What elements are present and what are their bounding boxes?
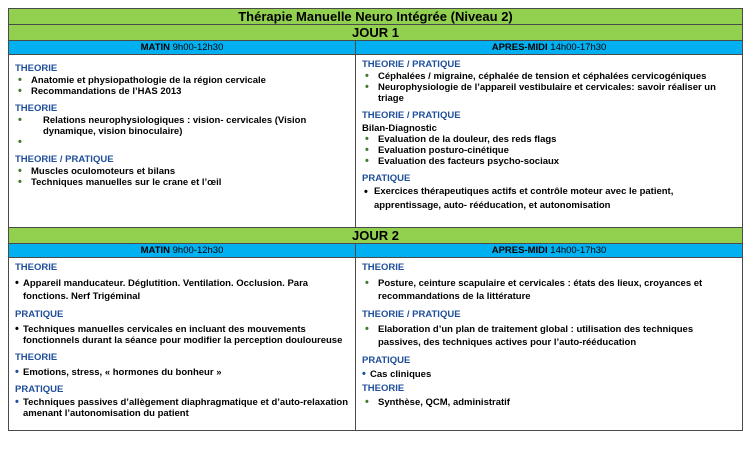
- section-heading: THEORIE / PRATIQUE: [362, 110, 461, 121]
- program-table: [8, 8, 743, 431]
- list-item: • Posture, ceinture scapulaire et cervicales : états des lieux, croyances et recommandations de la littérature: [362, 277, 736, 303]
- list-item: • Muscles oculomoteurs et bilans: [15, 166, 349, 177]
- day1-morning-slot: [9, 41, 356, 55]
- sub-heading: Bilan-Diagnostic: [362, 123, 437, 134]
- slot-label: APRES-MIDI: [491, 245, 548, 256]
- section-heading: THEORIE / PRATIQUE: [362, 309, 461, 320]
- list-item: • Elaboration d’un plan de traitement global : utilisation des techniques passives, des techniques actives pour l’auto-rééducation: [362, 323, 736, 349]
- list-item: • Neurophysiologie de l’appareil vestibulaire et cervicales: savoir réaliser un triage: [362, 82, 736, 104]
- section-heading: THEORIE: [362, 383, 405, 394]
- section-heading: THEORIE / PRATIQUE: [362, 59, 461, 70]
- section-heading: THEORIE: [15, 63, 58, 74]
- bullet-list: [15, 115, 349, 148]
- list-item: • Techniques passives d’allègement diaphragmatique et d’auto-relaxation amenant l’autonomisation du patient: [15, 396, 349, 419]
- table-title: Thérapie Manuelle Neuro Intégrée (Niveau 2): [9, 9, 743, 25]
- list-item: • Anatomie et physiopathologie de la région cervicale: [15, 75, 349, 86]
- bullet-list: [362, 71, 736, 104]
- list-item: • Synthèse, QCM, administratif: [362, 397, 736, 408]
- list-item: • Recommandations de l’HAS 2013: [15, 86, 349, 97]
- bullet-list: [362, 323, 736, 349]
- section-heading: THEORIE: [15, 352, 58, 363]
- bullet-list: [15, 166, 349, 188]
- program-table-wrapper: [8, 8, 742, 431]
- slot-time: 14h00-17h30: [550, 42, 607, 53]
- day1-header: JOUR 1: [9, 25, 743, 41]
- section-heading: PRATIQUE: [15, 309, 64, 320]
- list-item: • Relations neurophysiologiques : vision- cervicales (Vision dynamique, vision binoculaire): [15, 115, 349, 137]
- day1-afternoon-content: [356, 55, 743, 228]
- slot-time: 14h00-17h30: [550, 245, 607, 256]
- bullet-list: [362, 134, 736, 167]
- list-item: • Techniques manuelles sur le crane et l’œil: [15, 177, 349, 188]
- list-item: • Techniques manuelles cervicales en incluant des mouvements fonctionnels durant la séance pour modifier la perception douloureuse: [15, 323, 343, 346]
- bullet-icon: •: [15, 277, 19, 289]
- slot-time: 9h00-12h30: [172, 42, 224, 53]
- slot-label: APRES-MIDI: [491, 42, 548, 53]
- section-heading: THEORIE: [15, 103, 58, 114]
- list-item-empty: [15, 137, 349, 148]
- day2-header: JOUR 2: [9, 228, 743, 244]
- slot-label: MATIN: [140, 42, 170, 53]
- list-item: • Evaluation de la douleur, des reds flags: [362, 134, 736, 145]
- list-item: • Exercices thérapeutiques actifs et contrôle moteur avec le patient, apprentissage, auto- rééducation, et autonomisation: [364, 186, 674, 211]
- day2-afternoon-content: [356, 258, 743, 431]
- day2-afternoon-slot: [356, 244, 743, 258]
- bullet-icon: •: [15, 396, 19, 408]
- bullet-icon: •: [362, 368, 366, 380]
- day2-morning-content: [9, 258, 356, 431]
- list-item: • Evaluation des facteurs psycho-sociaux: [362, 156, 736, 167]
- day1-afternoon-slot: [356, 41, 743, 55]
- day1-morning-content: [9, 55, 356, 228]
- section-heading: THEORIE / PRATIQUE: [15, 154, 114, 165]
- list-item: • Evaluation posturo-cinétique: [362, 145, 736, 156]
- slot-time: 9h00-12h30: [172, 245, 224, 256]
- list-item: • Cas cliniques: [362, 368, 432, 380]
- slot-label: MATIN: [140, 245, 170, 256]
- bullet-list: [362, 277, 736, 303]
- section-heading: THEORIE: [15, 262, 58, 273]
- bullet-list: [15, 75, 349, 97]
- list-item: • Appareil manducateur. Déglutition. Ventilation. Occlusion. Para fonctions. Nerf Trigéminal: [15, 277, 309, 302]
- day2-morning-slot: [9, 244, 356, 258]
- bullet-icon: •: [364, 186, 368, 198]
- list-item: • Céphalées / migraine, céphalée de tension et céphalées cervicogéniques: [362, 71, 736, 82]
- list-item: • Emotions, stress, « hormones du bonheur »: [15, 366, 222, 378]
- section-heading: PRATIQUE: [362, 355, 411, 366]
- section-heading: THEORIE: [362, 262, 405, 273]
- bullet-icon: •: [15, 366, 19, 378]
- section-heading: PRATIQUE: [362, 173, 411, 184]
- bullet-list: [362, 397, 736, 408]
- bullet-icon: •: [15, 323, 19, 335]
- section-heading: PRATIQUE: [15, 384, 64, 395]
